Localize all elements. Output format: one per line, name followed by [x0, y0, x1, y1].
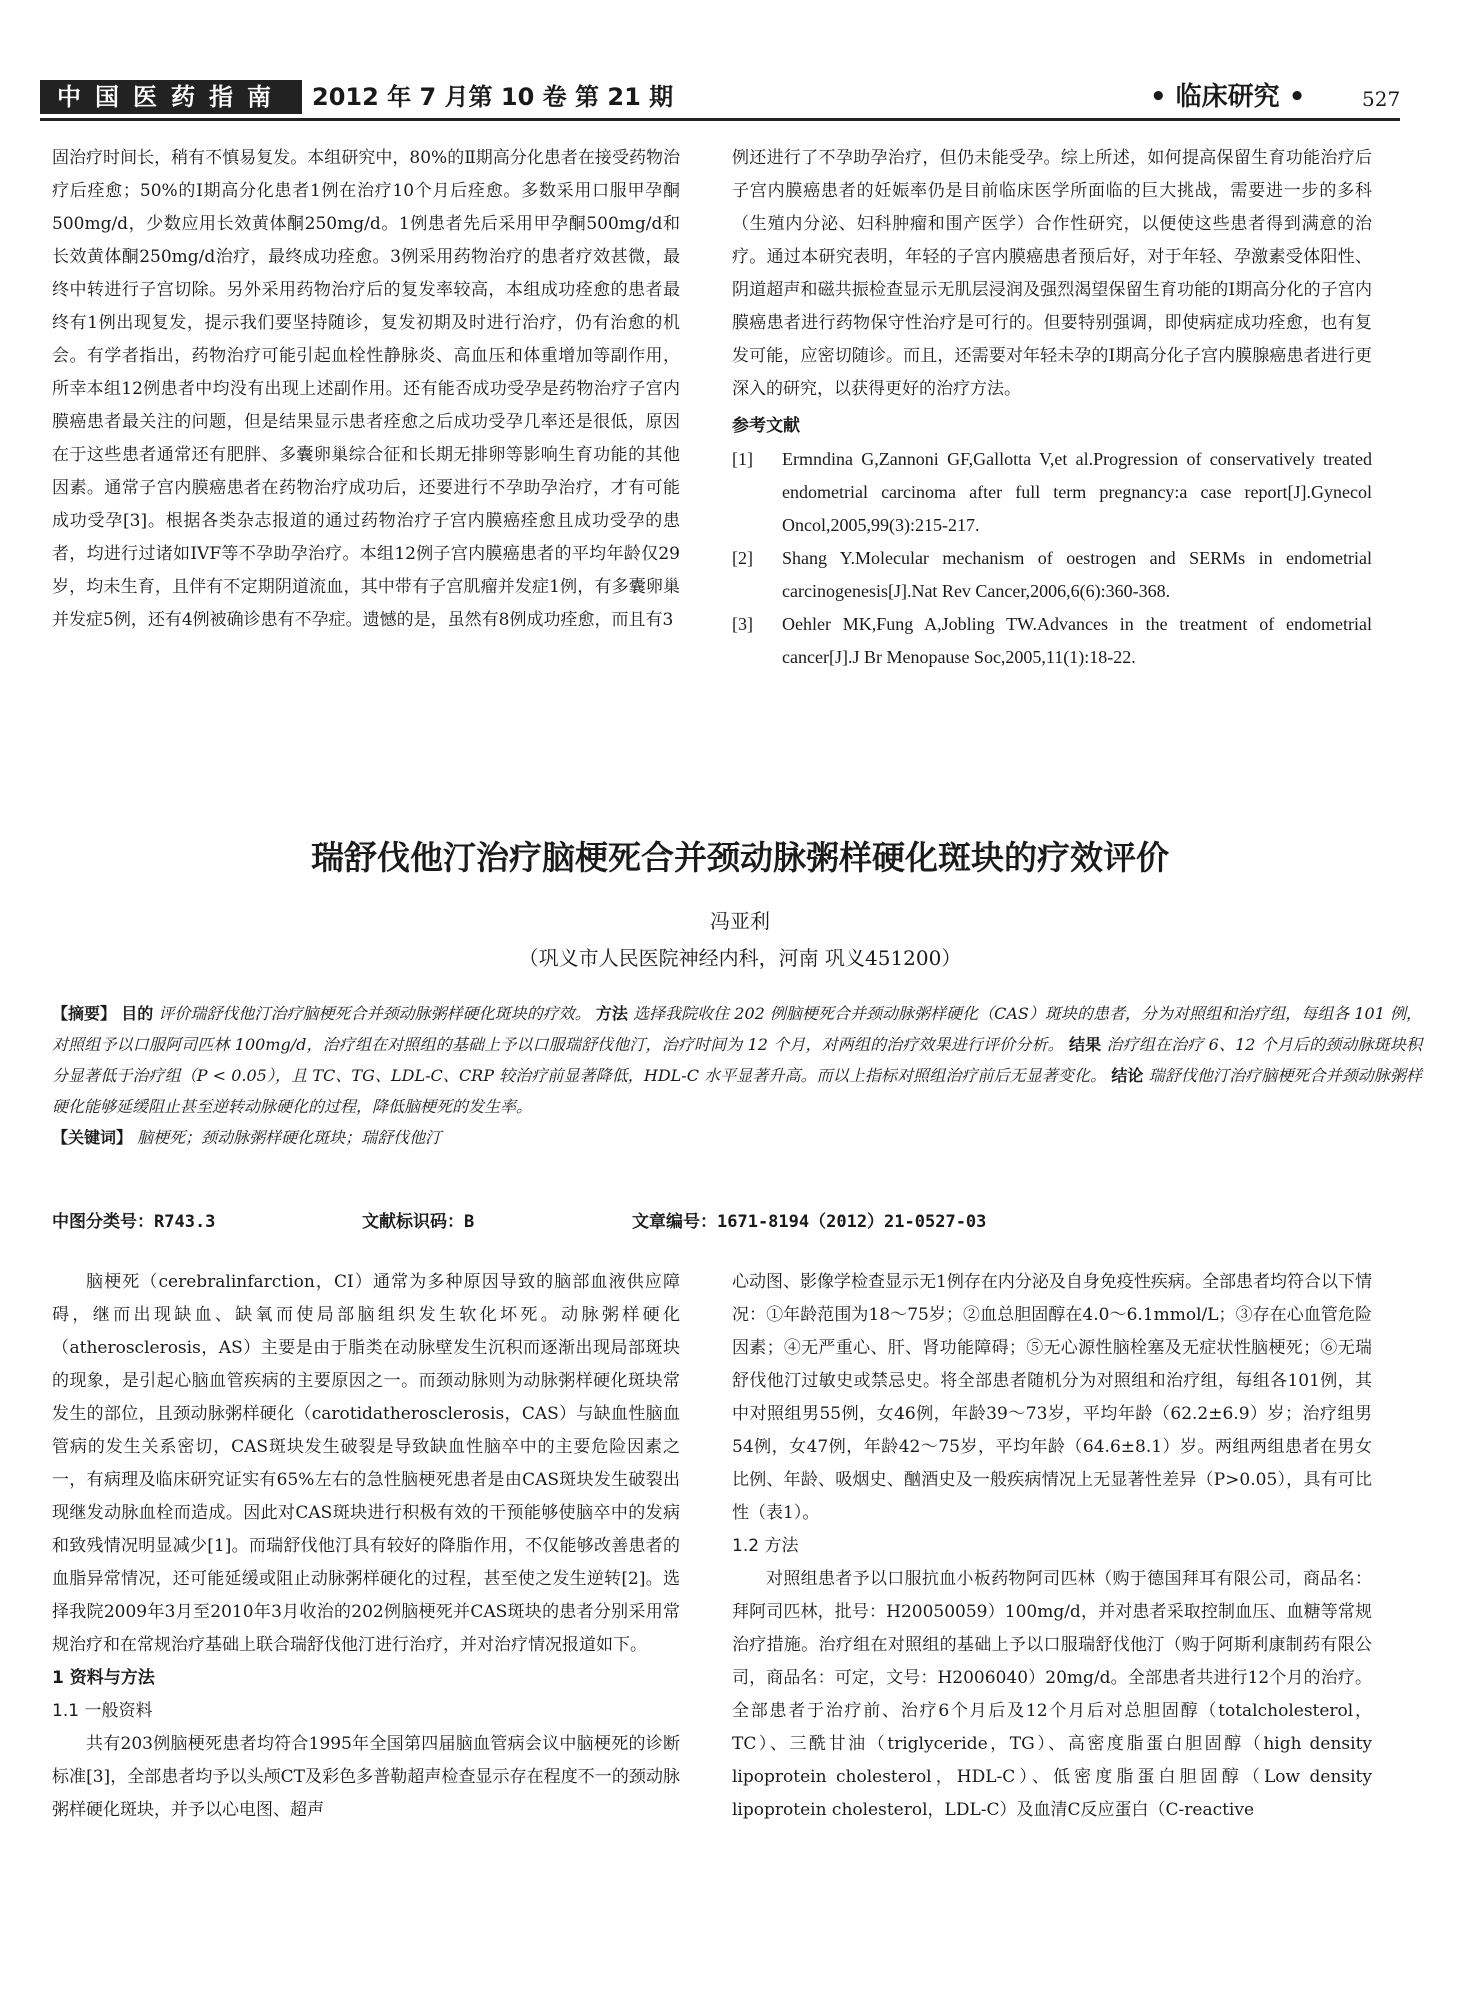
reference-item: [732, 443, 1372, 542]
keywords-line: [52, 1122, 1422, 1153]
section-heading-1-1: 1.1 一般资料: [52, 1701, 153, 1721]
header-rule: [40, 118, 1400, 121]
prev-article-right-column: [732, 142, 1372, 674]
abstract-body: [52, 998, 1422, 1122]
reference-number: [3]: [732, 614, 753, 634]
result-label: 结果: [1069, 1035, 1102, 1054]
conclusion-text: 瑞舒伐他汀治疗脑梗死合并颈动脉粥样硬化能够延缓阻止甚至逆转动脉硬化的过程，降低脑梗死的发生率。: [52, 1066, 1422, 1116]
reference-number: [1]: [732, 449, 753, 469]
reference-text: Ermndina G,Zannoni GF,Gallotta V,et al.Progression of conservatively treated endometrial carcinoma after full term pregnancy:a case report[J].Gynecol Oncol,2005,99(3):215-217.: [782, 449, 1372, 535]
section-heading-1-2: 1.2 方法: [732, 1536, 799, 1556]
document-code: 文献标识码：B: [362, 1212, 475, 1232]
keywords-text: 脑梗死；颈动脉粥样硬化斑块；瑞舒伐他汀: [137, 1128, 442, 1147]
article-title: 瑞舒伐他汀治疗脑梗死合并颈动脉粥样硬化斑块的疗效评价: [311, 838, 1169, 877]
prev-article-conclusion: 例还进行了不孕助孕治疗，但仍未能受孕。综上所述，如何提高保留生育功能治疗后子宫内膜癌患者的妊娠率仍是目前临床医学所面临的巨大挑战，需要进一步的多科（生殖内分泌、妇科肿瘤和围产医学）合作性研究，以便使这些患者得到满意的治疗。通过本研究表明，年轻的子宫内膜癌患者预后好，对于年轻、孕激素受体阳性、阴道超声和磁共振检查显示无肌层浸润及强烈渴望保留生育功能的Ⅰ期高分化的子宫内膜癌患者进行药物保守性治疗是可行的。但要特别强调，即使病症成功痊愈，也有复发可能，应密切随诊。而且，还需要对年轻未孕的Ⅰ期高分化子宫内膜腺癌患者进行更深入的研究，以获得更好的治疗方法。: [732, 148, 1372, 399]
general-data-paragraph: 共有203例脑梗死患者均符合1995年全国第四届脑血管病会议中脑梗死的诊断标准[3]，全部患者均予以头颅CT及彩色多普勒超声检查显示存在程度不一的颈动脉粥样硬化斑块，并予以心电图、超声: [52, 1734, 680, 1820]
article-author: 冯亚利: [710, 909, 770, 933]
reference-text: Oehler MK,Fung A,Jobling TW.Advances in the treatment of endometrial cancer[J].J Br Menopause Soc,2005,11(1):18-22.: [782, 614, 1372, 667]
article-left-column: [52, 1266, 680, 1827]
abstract: [52, 998, 1422, 1153]
page-number: 527: [1362, 87, 1401, 111]
section-name: • 临床研究 •: [1150, 82, 1306, 112]
reference-number: [2]: [732, 548, 753, 568]
references-heading: 参考文献: [732, 416, 800, 436]
prev-article-left-column: [52, 142, 680, 637]
references-list: [732, 443, 1372, 674]
abstract-label: 【摘要】: [52, 1004, 117, 1023]
aim-text: 评价瑞舒伐他汀治疗脑梗死合并颈动脉粥样硬化斑块的疗效。: [158, 1004, 591, 1023]
result-text: 治疗组在治疗 6、12 个月后的颈动脉斑块积分显著低于治疗组（P < 0.05），且 TC、TG、LDL-C、CRP 较治疗前显著降低，HDL-C 水平显著升高。而以上指标对照组治疗前后无显著变化。: [52, 1035, 1422, 1085]
article-affiliation: （巩义市人民医院神经内科，河南 巩义451200）: [518, 946, 962, 970]
general-data-continued: 心动图、影像学检查显示无1例存在内分泌及自身免疫性疾病。全部患者均符合以下情况：①年龄范围为18～75岁；②血总胆固醇在4.0～6.1mmol/L；③存在心血管危险因素；④无严重心、肝、肾功能障碍；⑤无心源性脑栓塞及无症状性脑梗死；⑥无瑞舒伐他汀过敏史或禁忌史。将全部患者随机分为对照组和治疗组，每组各101例，其中对照组男55例，女46例，年龄39～73岁，平均年龄（62.2±6.9）岁；治疗组男54例，女47例，年龄42～75岁，平均年龄（64.6±8.1）岁。两组两组患者在男女比例、年龄、吸烟史、酗酒史及一般疾病情况上无显著性差异（P>0.05），具有可比性（表1）。: [732, 1272, 1372, 1523]
journal-name: 中国医药指南: [40, 80, 302, 114]
keywords-label: 【关键词】: [52, 1128, 133, 1147]
reference-text: Shang Y.Molecular mechanism of oestrogen and SERMs in endometrial carcinogenesis[J].Nat Rev Cancer,2006,6(6):360-368.: [782, 548, 1372, 601]
clc-number: 中图分类号：R743.3: [52, 1212, 216, 1232]
reference-item: [732, 542, 1372, 608]
methods-paragraph: 对照组患者予以口服抗血小板药物阿司匹林（购于德国拜耳有限公司，商品名：拜阿司匹林，批号：H20050059）100mg/d，并对患者采取控制血压、血糖等常规治疗措施。治疗组在对照组的基础上予以口服瑞舒伐他汀（购于阿斯利康制药有限公司，商品名：可定，文号：H2006040）20mg/d。全部患者共进行12个月的治疗。全部患者于治疗前、治疗6个月后及12个月后对总胆固醇（totalcholesterol，TC）、三酰甘油（triglyceride，TG）、高密度脂蛋白胆固醇（high density lipoprotein cholesterol，HDL-C）、低密度脂蛋白胆固醇（Low density lipoprotein cholesterol，LDL-C）及血清C反应蛋白（C-reactive: [732, 1569, 1372, 1820]
running-header: [40, 80, 1440, 124]
aim-label: 目的: [121, 1004, 154, 1023]
issue-info: 2012 年 7 月第 10 卷 第 21 期: [312, 83, 674, 111]
method-label: 方法: [595, 1004, 628, 1023]
reference-item: [732, 608, 1372, 674]
prev-article-paragraph: 固治疗时间长，稍有不慎易复发。本组研究中，80%的Ⅱ期高分化患者在接受药物治疗后痊愈；50%的Ⅰ期高分化患者1例在治疗10个月后痊愈。多数采用口服甲孕酮500mg/d，少数应用长效黄体酮250mg/d。1例患者先后采用甲孕酮500mg/d和长效黄体酮250mg/d治疗，最终成功痊愈。3例采用药物治疗的患者疗效甚微，最终中转进行子宫切除。另外采用药物治疗后的复发率较高，本组成功痊愈的患者最终有1例出现复发，提示我们要坚持随诊，复发初期及时进行治疗，仍有治愈的机会。有学者指出，药物治疗可能引起血栓性静脉炎、高血压和体重增加等副作用，所幸本组12例患者中均没有出现上述副作用。还有能否成功受孕是药物治疗子宫内膜癌患者最关注的问题，但是结果显示患者痊愈之后成功受孕几率还是很低，原因在于这些患者通常还有肥胖、多囊卵巢综合征和长期无排卵等影响生育功能的其他因素。通常子宫内膜癌患者在药物治疗成功后，还要进行不孕助孕治疗，才有可能成功受孕[3]。根据各类杂志报道的通过药物治疗子宫内膜癌痊愈且成功受孕的患者，均进行过诸如IVF等不孕助孕治疗。本组12例子宫内膜癌患者的平均年龄仅29岁，均未生育，且伴有不定期阴道流血，其中带有子宫肌瘤并发症1例，有多囊卵巢并发症5例，还有4例被确诊患有不孕症。遗憾的是，虽然有8例成功痊愈，而且有3: [52, 148, 680, 630]
article-right-column: [732, 1266, 1372, 1827]
introduction-paragraph: 脑梗死（cerebralinfarction，CI）通常为多种原因导致的脑部血液供应障碍，继而出现缺血、缺氧而使局部脑组织发生软化坏死。动脉粥样硬化（atherosclerosis，AS）主要是由于脂类在动脉壁发生沉积而逐渐出现局部斑块的现象，是引起心脑血管疾病的主要原因之一。而颈动脉则为动脉粥样硬化斑块常发生的部位，且颈动脉粥样硬化（carotidatherosclerosis，CAS）与缺血性脑血管病的发生关系密切，CAS斑块发生破裂是导致缺血性脑卒中的主要危险因素之一，有病理及临床研究证实有65%左右的急性脑梗死患者是由CAS斑块发生破裂出现继发动脉血栓而造成。因此对CAS斑块进行积极有效的干预能够使脑卒中的发病和致残情况明显减少[1]。而瑞舒伐他汀具有较好的降脂作用，不仅能够改善患者的血脂异常情况，还可能延缓或阻止动脉粥样硬化的过程，甚至使之发生逆转[2]。选择我院2009年3月至2010年3月收治的202例脑梗死并CAS斑块的患者分别采用常规治疗和在常规治疗基础上联合瑞舒伐他汀进行治疗，并对治疗情况报道如下。: [52, 1272, 680, 1655]
article-number: 文章编号：1671-8194（2012）21-0527-03: [632, 1212, 987, 1232]
section-heading-1: 1 资料与方法: [52, 1668, 155, 1688]
method-text: 选择我院收住 202 例脑梗死合并颈动脉粥样硬化（CAS）斑块的患者，分为对照组和治疗组，每组各 101 例，对照组予以口服阿司匹林 100mg/d，治疗组在对照组的基础上予以口服瑞舒伐他汀，治疗时间为 12 个月，对两组的治疗效果进行评价分析。: [52, 1004, 1422, 1054]
conclusion-label: 结论: [1111, 1066, 1144, 1085]
